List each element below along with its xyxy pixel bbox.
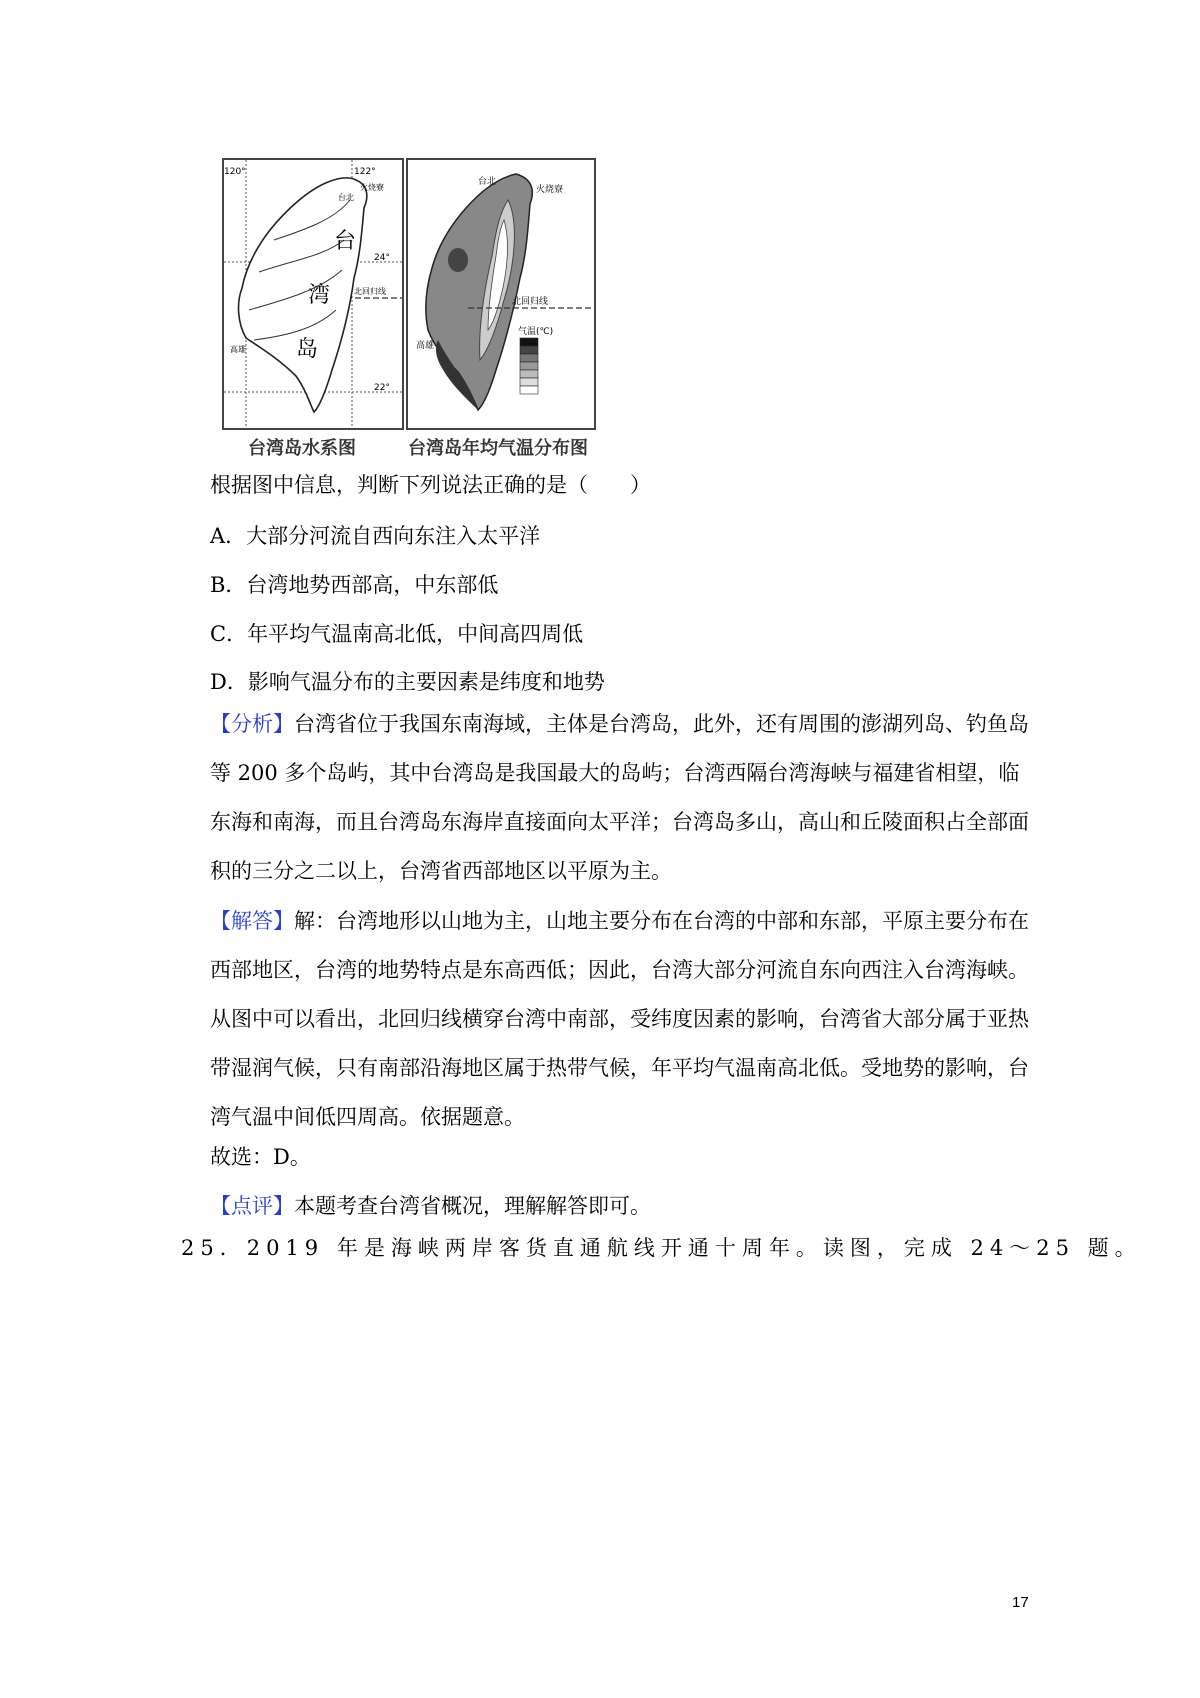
option-d: D．影响气温分布的主要因素是纬度和地势 xyxy=(210,670,605,694)
char-dao: 岛 xyxy=(296,337,319,362)
river-map-caption: 台湾岛水系图 xyxy=(248,438,356,459)
label-tropic-left: 北回归线 xyxy=(354,287,386,296)
label-huoshaoliao-right: 火烧寮 xyxy=(536,185,564,195)
label-24: 24° xyxy=(374,253,390,263)
next-question: 25．2019 年是海峡两岸客货直通航线开通十周年。读图，完成 24～25 题。 xyxy=(181,1236,1142,1260)
analysis-text: 台湾省位于我国东南海域，主体是台湾岛，此外，还有周围的澎湖列岛、钓鱼岛等 200 多个岛屿，其中台湾岛是我国最大的岛屿；台湾西隔台湾海峡与福建省相望，临东海和南海，而且台湾岛东海岸直接面向太平洋；台湾岛多山，高山和丘陵面积占全部面积的三分之二以上，台湾省西部地区以平原为主。 xyxy=(210,712,1029,883)
comment-tag: 【点评】 xyxy=(210,1194,294,1218)
char-tai: 台 xyxy=(334,229,357,254)
label-taipei: 台北 xyxy=(338,193,354,202)
label-taipei-right: 台北 xyxy=(478,177,497,187)
answer-tag: 【解答】 xyxy=(210,909,294,933)
taiwan-maps-figure xyxy=(218,158,598,458)
page-number: 17 xyxy=(1012,1594,1029,1611)
temperature-map-drawing xyxy=(408,160,594,428)
legend-title: 气温(℃) xyxy=(518,327,554,337)
analysis-paragraph xyxy=(210,700,1030,896)
answer-paragraph xyxy=(210,897,1030,1142)
comment-line xyxy=(210,1191,651,1221)
option-b: B．台湾地势西部高，中东部低 xyxy=(210,573,499,597)
option-a: A．大部分河流自西向东注入太平洋 xyxy=(210,524,541,548)
question-stem: 根据图中信息，判断下列说法正确的是（ ） xyxy=(210,473,651,497)
analysis-tag: 【分析】 xyxy=(210,712,294,736)
temperature-map-caption: 台湾岛年均气温分布图 xyxy=(408,438,588,459)
label-kaohsiung-right: 高雄 xyxy=(416,341,435,351)
temperature-legend xyxy=(520,338,538,394)
label-22: 22° xyxy=(374,383,390,393)
taiwan-river-map xyxy=(222,158,404,430)
label-kaohsiung: 高雄 xyxy=(230,345,246,354)
label-tropic-right: 北回归线 xyxy=(512,297,549,307)
answer-choice: 故选：D。 xyxy=(210,1145,311,1169)
comment-text: 本题考查台湾省概况，理解解答即可。 xyxy=(294,1194,651,1218)
answer-text: 解：台湾地形以山地为主，山地主要分布在台湾的中部和东部，平原主要分布在西部地区，台湾的地势特点是东高西低；因此，台湾大部分河流自东向西注入台湾海峡。从图中可以看出，北回归线横穿台湾中南部，受纬度因素的影响，台湾省大部分属于亚热带湿润气候，只有南部沿海地区属于热带气候，年平均气温南高北低。受地势的影响，台湾气温中间低四周高。依据题意。 xyxy=(210,909,1029,1129)
river-map-drawing xyxy=(224,160,402,428)
label-120: 120° xyxy=(224,167,246,177)
option-c: C．年平均气温南高北低，中间高四周低 xyxy=(210,622,584,646)
label-huoshaoliao: 火烧寮 xyxy=(360,183,384,192)
taiwan-temperature-map xyxy=(406,158,596,430)
char-wan: 湾 xyxy=(308,283,331,308)
label-122: 122° xyxy=(354,167,376,177)
